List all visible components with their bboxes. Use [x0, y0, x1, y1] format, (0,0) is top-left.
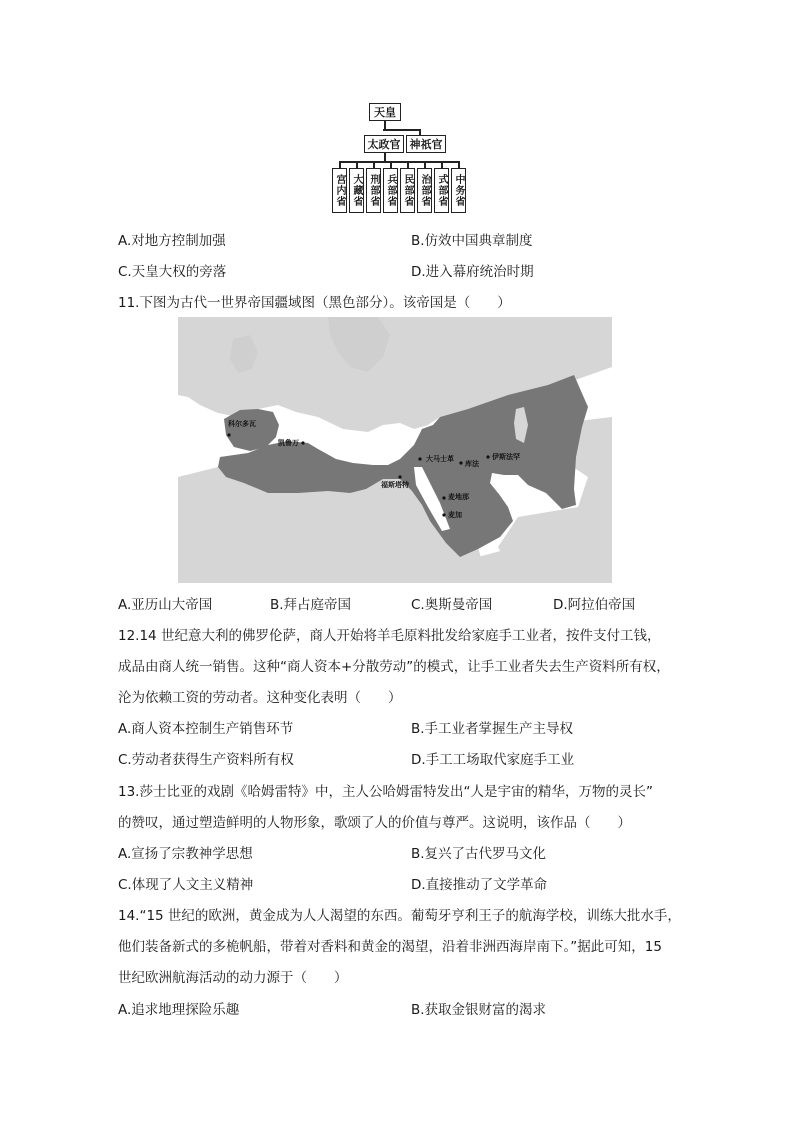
org-ministry-box: 中务省: [451, 168, 466, 213]
q14-option-a: A.追求地理探险乐趣: [118, 1002, 240, 1018]
map-city-dot: [398, 475, 401, 478]
map-label-kairouan: 凯鲁万: [278, 439, 299, 447]
org-ministry-box: 兵部省: [383, 168, 398, 213]
map-city-dot: [227, 433, 230, 436]
org-connector: [383, 129, 420, 131]
q10-option-c: C.天皇大权的旁落: [118, 264, 227, 280]
q14-stem-line: 世纪欧洲航海活动的动力源于（ ）: [118, 970, 348, 986]
org-ministry-box: 式部省: [434, 168, 449, 213]
org-ministry-box: 刑部省: [366, 168, 381, 213]
q13-option-d: D.直接推动了文学革命: [411, 877, 548, 893]
q10-option-d: D.进入幕府统治时期: [411, 264, 534, 280]
q14-stem-line: 14.“15 世纪的欧洲，黄金成为人人渴望的东西。葡萄牙亨利王子的航海学校，训练大批水手，: [118, 908, 681, 924]
org-ministry-box: 宫内省: [332, 168, 347, 213]
q12-stem-line: 成品由商人统一销售。这种“商人资本+分散劳动”的模式，让手工业者失去生产资料所有权，: [118, 659, 670, 675]
q13-option-b: B.复兴了古代罗马文化: [411, 846, 547, 862]
map-city-dot: [418, 457, 421, 460]
map-city-dot: [442, 496, 445, 499]
map-label-cordoba: 科尔多瓦: [228, 420, 256, 428]
map-label-medina: 麦地那: [448, 493, 469, 501]
map-label-fustat: 福斯塔特: [381, 481, 409, 489]
q12-stem-line: 12.14 世纪意大利的佛罗伦萨，商人开始将羊毛原料批发给家庭手工业者，按件支付工钱，: [118, 628, 661, 644]
q13-stem-line: 13.莎士比亚的戏剧《哈姆雷特》中，主人公哈姆雷特发出“人是宇宙的精华，万物的灵长”: [118, 784, 653, 800]
map-city-dot: [301, 441, 304, 444]
q13-stem-line: 的赞叹，通过塑造鲜明的人物形象，歌颂了人的价值与尊严。这说明，该作品（ ）: [118, 815, 631, 831]
org-connector: [384, 153, 386, 161]
map-label-kufa: 库法: [465, 460, 479, 468]
q13-option-a: A.宣扬了宗教神学思想: [118, 846, 253, 862]
org-ministry-box: 民部省: [400, 168, 415, 213]
org-ministry-box: 大藏省: [349, 168, 364, 213]
q14-option-b: B.获取金银财富的渴求: [411, 1002, 547, 1018]
q12-option-c: C.劳动者获得生产资料所有权: [118, 752, 294, 768]
q12-stem-line: 沦为依赖工资的劳动者。这种变化表明（ ）: [118, 690, 402, 706]
q11-option-b: B.拜占庭帝国: [270, 597, 352, 613]
q13-option-c: C.体现了人文主义精神: [118, 877, 254, 893]
q14-stem-line: 他们装备新式的多桅帆船，带着对香料和黄金的渴望，沿着非洲西海岸南下。”据此可知，15: [118, 939, 662, 955]
map-city-dot: [442, 513, 445, 516]
q11-option-a: A.亚历山大帝国: [118, 597, 213, 613]
map-city-dot: [486, 455, 489, 458]
org-second-box-1: 太政官: [364, 135, 404, 153]
map-label-isfahan: 伊斯法罕: [492, 453, 520, 461]
map-label-damascus: 大马士革: [426, 455, 454, 463]
map-city-dot: [459, 461, 462, 464]
q11-stem: 11.下图为古代一世界帝国疆域图（黑色部分）。该帝国是（ ）: [118, 295, 511, 311]
org-ministry-box: 治部省: [417, 168, 432, 213]
q12-option-a: A.商人资本控制生产销售环节: [118, 721, 294, 737]
q11-option-d: D.阿拉伯帝国: [553, 597, 636, 613]
org-top-box: 天皇: [369, 103, 401, 121]
q10-option-b: B.仿效中国典章制度: [411, 233, 533, 249]
org-connector: [384, 121, 386, 129]
q11-option-c: C.奥斯曼帝国: [411, 597, 493, 613]
q12-option-d: D.手工工场取代家庭手工业: [411, 752, 575, 768]
q12-option-b: B.手工业者掌握生产主导权: [411, 721, 574, 737]
q10-option-a: A.对地方控制加强: [118, 233, 226, 249]
map-label-mecca: 麦加: [448, 511, 462, 519]
org-second-box-2: 神祇官: [406, 135, 446, 153]
empire-map: [178, 317, 612, 583]
